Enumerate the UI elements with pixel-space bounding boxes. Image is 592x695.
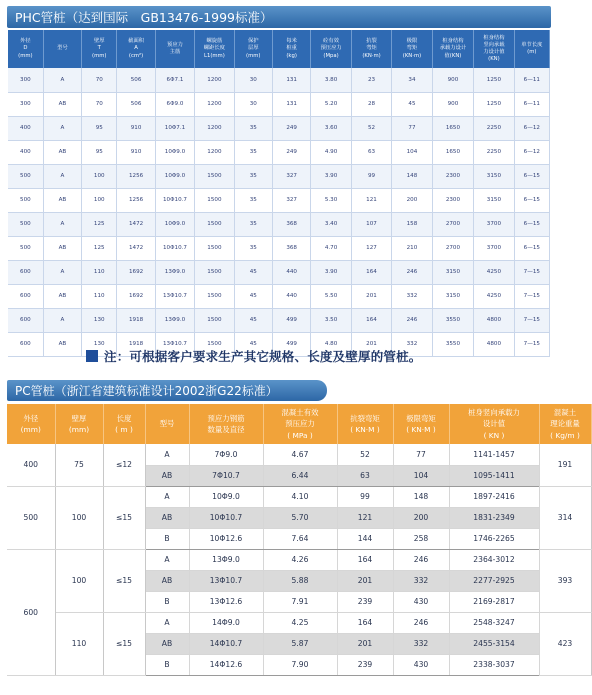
- phc-column-header: 保护 层厚 (mm): [234, 30, 272, 68]
- phc-table-cell: 104: [392, 140, 432, 164]
- pc-table-cell: 1831-2349: [449, 507, 539, 528]
- pc-table-cell: 430: [393, 654, 449, 675]
- phc-table-cell: 13Φ9.0: [155, 260, 194, 284]
- pc-table-cell: AB: [145, 465, 189, 486]
- phc-table-row: [8, 308, 550, 332]
- pc-table-cell: 5.88: [263, 570, 337, 591]
- pc-table-cell: A: [145, 612, 189, 633]
- pc-wall-cell: 100: [55, 486, 103, 549]
- phc-table-cell: AB: [43, 332, 81, 356]
- phc-table-cell: 107: [351, 212, 391, 236]
- phc-table-cell: 300: [8, 92, 43, 116]
- pc-table-cell: 332: [393, 633, 449, 654]
- phc-table-cell: 30: [234, 92, 272, 116]
- phc-table-cell: 131: [272, 92, 310, 116]
- phc-table-cell: 506: [117, 92, 155, 116]
- phc-table-cell: 6—15: [514, 164, 549, 188]
- phc-table-cell: 4.80: [311, 332, 351, 356]
- pc-table-cell: B: [145, 591, 189, 612]
- pc-table-cell: 7Φ9.0: [189, 444, 263, 465]
- phc-table-cell: 3.80: [311, 68, 351, 92]
- phc-table-row: [8, 68, 550, 92]
- pc-table-cell: 144: [337, 528, 393, 549]
- phc-table-cell: 95: [82, 140, 117, 164]
- pc-table-cell: 246: [393, 549, 449, 570]
- phc-table-cell: 5.50: [311, 284, 351, 308]
- phc-table-cell: 500: [8, 236, 43, 260]
- phc-table-row: [8, 116, 550, 140]
- pc-table-cell: 13Φ12.6: [189, 591, 263, 612]
- phc-title-text: PHC管桩（达到国际 GB13476-1999标准）: [15, 10, 273, 25]
- pc-table-cell: 104: [393, 465, 449, 486]
- pc-table-cell: 14Φ12.6: [189, 654, 263, 675]
- phc-table-cell: 1918: [117, 308, 155, 332]
- phc-table-cell: 400: [8, 116, 43, 140]
- phc-table-cell: 70: [82, 92, 117, 116]
- phc-table-cell: 600: [8, 260, 43, 284]
- pc-column-header: 长度 ( m ): [103, 404, 145, 444]
- pc-table-row: [7, 444, 591, 465]
- pc-table-cell: 13Φ10.7: [189, 570, 263, 591]
- pc-table-cell: 2364-3012: [449, 549, 539, 570]
- phc-table-cell: 6—11: [514, 92, 549, 116]
- pc-diameter-cell: 500: [7, 486, 55, 549]
- pc-column-header: 抗裂弯矩 ( KN·M ): [337, 404, 393, 444]
- phc-table-row: [8, 236, 550, 260]
- pc-weight-cell: 423: [539, 612, 591, 675]
- phc-table-cell: 10Φ10.7: [155, 188, 194, 212]
- phc-table-cell: 3150: [432, 260, 473, 284]
- pc-table-cell: 148: [393, 486, 449, 507]
- phc-table-cell: 1500: [195, 332, 234, 356]
- phc-table-cell: 910: [117, 116, 155, 140]
- pc-table-cell: B: [145, 654, 189, 675]
- phc-table-cell: 127: [351, 236, 391, 260]
- phc-table-cell: 52: [351, 116, 391, 140]
- phc-table-cell: 910: [117, 140, 155, 164]
- phc-table-cell: 45: [234, 284, 272, 308]
- phc-column-header: 单节长度 (m): [514, 30, 549, 68]
- pc-column-header: 型号: [145, 404, 189, 444]
- pc-column-header: 混凝土有效 预压应力 ( MPa ): [263, 404, 337, 444]
- phc-table-cell: 6—15: [514, 212, 549, 236]
- phc-table-cell: 10Φ9.0: [155, 164, 194, 188]
- phc-table-cell: AB: [43, 284, 81, 308]
- phc-table-cell: 2250: [474, 116, 514, 140]
- phc-table-cell: 6—15: [514, 236, 549, 260]
- phc-table-cell: 35: [234, 236, 272, 260]
- phc-table-cell: 3.40: [311, 212, 351, 236]
- pc-table-cell: 13Φ9.0: [189, 549, 263, 570]
- pc-table-cell: 6.44: [263, 465, 337, 486]
- phc-table-cell: 3.60: [311, 116, 351, 140]
- phc-table-cell: 28: [351, 92, 391, 116]
- phc-table-cell: 1256: [117, 188, 155, 212]
- pc-table-cell: 7.90: [263, 654, 337, 675]
- pc-table-cell: 14Φ9.0: [189, 612, 263, 633]
- phc-table-cell: 3150: [432, 284, 473, 308]
- phc-column-header: 外径 D (mm): [8, 30, 43, 68]
- phc-table-cell: 2300: [432, 164, 473, 188]
- phc-table-cell: 10Φ9.0: [155, 212, 194, 236]
- phc-table-cell: 6—11: [514, 68, 549, 92]
- phc-table-cell: 332: [392, 284, 432, 308]
- pc-table-cell: 2548-3247: [449, 612, 539, 633]
- phc-table-cell: 5.20: [311, 92, 351, 116]
- phc-table-cell: 3550: [432, 332, 473, 356]
- pc-column-header: 外径 (mm): [7, 404, 55, 444]
- phc-table-cell: 506: [117, 68, 155, 92]
- phc-table-cell: 6—12: [514, 116, 549, 140]
- phc-column-header: 桩身结构 竖向承载 力设计值 (KN): [474, 30, 514, 68]
- phc-table-cell: 10Φ9.0: [155, 140, 194, 164]
- phc-table-cell: 6—15: [514, 188, 549, 212]
- phc-table-cell: 4250: [474, 284, 514, 308]
- phc-table-cell: 1250: [474, 68, 514, 92]
- phc-table-row: [8, 260, 550, 284]
- phc-table-cell: 45: [234, 332, 272, 356]
- pc-table-cell: 7.91: [263, 591, 337, 612]
- pc-table-cell: 121: [337, 507, 393, 528]
- phc-table-cell: 900: [432, 92, 473, 116]
- phc-column-header: 螺旋筋 螺距长度 L1(mm): [195, 30, 234, 68]
- phc-table-cell: 1256: [117, 164, 155, 188]
- phc-table-cell: 1650: [432, 140, 473, 164]
- note-text: 注：可根据客户要求生产其它规格、长度及壁厚的管桩。: [104, 349, 422, 364]
- pc-table-cell: AB: [145, 507, 189, 528]
- pc-table-cell: B: [145, 528, 189, 549]
- pc-table-cell: AB: [145, 633, 189, 654]
- pc-table-cell: 1095-1411: [449, 465, 539, 486]
- phc-table-cell: 2700: [432, 212, 473, 236]
- phc-table-row: [8, 164, 550, 188]
- pc-table-cell: 2455-3154: [449, 633, 539, 654]
- phc-column-header: 预应力 主筋: [155, 30, 194, 68]
- phc-table-cell: 5.30: [311, 188, 351, 212]
- phc-table-cell: 1200: [195, 68, 234, 92]
- phc-table-cell: 4.90: [311, 140, 351, 164]
- phc-table-cell: 368: [272, 212, 310, 236]
- phc-table-cell: AB: [43, 236, 81, 260]
- phc-table-cell: A: [43, 164, 81, 188]
- pc-table-cell: 10Φ9.0: [189, 486, 263, 507]
- phc-table-cell: 130: [82, 308, 117, 332]
- custom-spec-note: [86, 347, 422, 365]
- phc-column-header: 抗裂 弯矩 (KN·m): [351, 30, 391, 68]
- phc-table-cell: 1692: [117, 260, 155, 284]
- phc-table-cell: 45: [234, 308, 272, 332]
- phc-table-row: [8, 212, 550, 236]
- pc-weight-cell: 314: [539, 486, 591, 549]
- pc-table-cell: 239: [337, 654, 393, 675]
- phc-table-cell: 200: [392, 188, 432, 212]
- phc-table-cell: 13Φ9.0: [155, 308, 194, 332]
- phc-column-header: 截面积 A (cm²): [117, 30, 155, 68]
- pc-table-cell: A: [145, 444, 189, 465]
- pc-length-cell: ≤15: [103, 486, 145, 549]
- pc-table-cell: 1746-2265: [449, 528, 539, 549]
- phc-table-cell: 7—15: [514, 332, 549, 356]
- phc-table-cell: 500: [8, 164, 43, 188]
- phc-table-cell: 35: [234, 140, 272, 164]
- phc-table-cell: 130: [82, 332, 117, 356]
- phc-table-cell: 3150: [474, 188, 514, 212]
- phc-table-cell: 249: [272, 140, 310, 164]
- phc-table-cell: 6Φ7.1: [155, 68, 194, 92]
- phc-table-cell: 4800: [474, 332, 514, 356]
- pc-table-cell: 5.70: [263, 507, 337, 528]
- pc-table-cell: 258: [393, 528, 449, 549]
- pc-spec-table: [7, 404, 592, 676]
- pc-table-cell: 4.25: [263, 612, 337, 633]
- pc-title-text: PC管桩（浙江省建筑标准设计2002浙G22标准）: [15, 384, 278, 398]
- pc-weight-cell: 191: [539, 444, 591, 486]
- phc-table-cell: 70: [82, 68, 117, 92]
- pc-table-cell: 99: [337, 486, 393, 507]
- phc-table-cell: 1650: [432, 116, 473, 140]
- pc-column-header: 极限弯矩 ( KN·M ): [393, 404, 449, 444]
- phc-table-cell: 499: [272, 308, 310, 332]
- phc-table-cell: 110: [82, 284, 117, 308]
- pc-table-cell: 1897-2416: [449, 486, 539, 507]
- phc-table-cell: 2700: [432, 236, 473, 260]
- pc-table-cell: 430: [393, 591, 449, 612]
- phc-table-cell: 3.90: [311, 260, 351, 284]
- phc-table-cell: 10Φ10.7: [155, 236, 194, 260]
- phc-table-cell: 600: [8, 308, 43, 332]
- phc-table-cell: 201: [351, 332, 391, 356]
- phc-table-cell: A: [43, 68, 81, 92]
- pc-weight-cell: 393: [539, 549, 591, 612]
- phc-table-cell: 1500: [195, 188, 234, 212]
- pc-table-cell: 201: [337, 570, 393, 591]
- pc-table-cell: 10Φ10.7: [189, 507, 263, 528]
- phc-column-header: 极限 弯矩 (KN·m): [392, 30, 432, 68]
- pc-column-header: 桩身竖向承载力 设计值 ( KN ): [449, 404, 539, 444]
- phc-table-cell: A: [43, 260, 81, 284]
- phc-table-cell: 148: [392, 164, 432, 188]
- pc-table-cell: A: [145, 486, 189, 507]
- phc-column-header: 壁厚 T (mm): [82, 30, 117, 68]
- phc-table-cell: 158: [392, 212, 432, 236]
- pc-table-cell: A: [145, 549, 189, 570]
- phc-table-cell: 99: [351, 164, 391, 188]
- phc-table-cell: 6—12: [514, 140, 549, 164]
- pc-table-cell: 246: [393, 612, 449, 633]
- phc-table-cell: 4800: [474, 308, 514, 332]
- phc-table-cell: 440: [272, 284, 310, 308]
- phc-table-cell: 164: [351, 260, 391, 284]
- phc-table-cell: 35: [234, 212, 272, 236]
- phc-table-cell: 600: [8, 332, 43, 356]
- phc-table-cell: 1200: [195, 140, 234, 164]
- note-bullet-icon: [86, 350, 98, 362]
- pc-column-header: 壁厚 (mm): [55, 404, 103, 444]
- pc-wall-cell: 100: [55, 549, 103, 612]
- phc-table-cell: 332: [392, 332, 432, 356]
- phc-table-cell: 327: [272, 188, 310, 212]
- phc-table-cell: 1500: [195, 260, 234, 284]
- phc-column-header: 砼有效 预压应力 (Mpa): [311, 30, 351, 68]
- phc-header-row: [8, 30, 550, 68]
- phc-table-cell: 63: [351, 140, 391, 164]
- phc-table-cell: 246: [392, 308, 432, 332]
- phc-table-cell: 1200: [195, 116, 234, 140]
- phc-table-cell: 210: [392, 236, 432, 260]
- phc-table-row: [8, 92, 550, 116]
- pc-table-row: [7, 486, 591, 507]
- phc-table-row: [8, 140, 550, 164]
- phc-table-cell: 201: [351, 284, 391, 308]
- phc-table-cell: 35: [234, 164, 272, 188]
- phc-table-cell: A: [43, 212, 81, 236]
- phc-spec-table: [8, 30, 550, 357]
- phc-table-cell: 6Φ9.0: [155, 92, 194, 116]
- phc-table-cell: 34: [392, 68, 432, 92]
- phc-table-cell: 7—15: [514, 260, 549, 284]
- phc-table-cell: 249: [272, 116, 310, 140]
- phc-table-cell: 3.90: [311, 164, 351, 188]
- phc-table-cell: 4.70: [311, 236, 351, 260]
- pc-table-cell: 200: [393, 507, 449, 528]
- phc-table-cell: 35: [234, 116, 272, 140]
- pc-section-title: [7, 380, 327, 401]
- pc-table-cell: 332: [393, 570, 449, 591]
- phc-table-cell: 13Φ10.7: [155, 332, 194, 356]
- pc-table-cell: 2338-3037: [449, 654, 539, 675]
- phc-table-cell: 7—15: [514, 308, 549, 332]
- phc-table-cell: 1500: [195, 236, 234, 260]
- phc-section-title: [7, 6, 551, 28]
- pc-table-cell: 2277-2925: [449, 570, 539, 591]
- pc-table-row: [7, 612, 591, 633]
- pc-diameter-cell: 600: [7, 549, 55, 675]
- phc-table-cell: 10Φ7.1: [155, 116, 194, 140]
- phc-table-cell: 110: [82, 260, 117, 284]
- pc-diameter-cell: 400: [7, 444, 55, 486]
- pc-header-row: [7, 404, 591, 444]
- pc-table-cell: 4.67: [263, 444, 337, 465]
- pc-table-cell: 52: [337, 444, 393, 465]
- pc-table-cell: 77: [393, 444, 449, 465]
- phc-table-cell: AB: [43, 140, 81, 164]
- pc-wall-cell: 75: [55, 444, 103, 486]
- phc-table-cell: 500: [8, 188, 43, 212]
- phc-table-cell: 500: [8, 212, 43, 236]
- phc-table-cell: 300: [8, 68, 43, 92]
- pc-table-row: [7, 549, 591, 570]
- pc-length-cell: ≤15: [103, 612, 145, 675]
- phc-table-cell: 3700: [474, 212, 514, 236]
- pc-table-cell: 1141-1457: [449, 444, 539, 465]
- phc-table-cell: 400: [8, 140, 43, 164]
- phc-table-cell: 3550: [432, 308, 473, 332]
- phc-table-cell: 100: [82, 164, 117, 188]
- phc-table-cell: 121: [351, 188, 391, 212]
- phc-table-cell: 900: [432, 68, 473, 92]
- phc-table-cell: 1200: [195, 92, 234, 116]
- phc-column-header: 型号: [43, 30, 81, 68]
- phc-table-cell: 1500: [195, 212, 234, 236]
- phc-table-cell: 35: [234, 188, 272, 212]
- pc-column-header: 混凝土 理论重量 ( Kg/m ): [539, 404, 591, 444]
- pc-column-header: 预应力钢筋 数量及直径: [189, 404, 263, 444]
- phc-table-cell: 4250: [474, 260, 514, 284]
- pc-wall-cell: 110: [55, 612, 103, 675]
- phc-table-cell: 30: [234, 68, 272, 92]
- pc-table-cell: 5.87: [263, 633, 337, 654]
- pc-table-cell: 63: [337, 465, 393, 486]
- pc-table-cell: 2169-2817: [449, 591, 539, 612]
- phc-table-cell: A: [43, 308, 81, 332]
- phc-table-cell: 3700: [474, 236, 514, 260]
- pc-table-cell: 239: [337, 591, 393, 612]
- phc-table-cell: 440: [272, 260, 310, 284]
- pc-table-cell: 164: [337, 549, 393, 570]
- phc-table-cell: 23: [351, 68, 391, 92]
- phc-table-cell: A: [43, 116, 81, 140]
- pc-table-cell: 7Φ10.7: [189, 465, 263, 486]
- pc-table-cell: AB: [145, 570, 189, 591]
- phc-table-cell: 125: [82, 236, 117, 260]
- pc-table-cell: 164: [337, 612, 393, 633]
- phc-table-cell: 246: [392, 260, 432, 284]
- phc-table-cell: AB: [43, 92, 81, 116]
- pc-table-cell: 7.64: [263, 528, 337, 549]
- phc-table-cell: 1500: [195, 284, 234, 308]
- phc-table-row: [8, 188, 550, 212]
- pc-length-cell: ≤12: [103, 444, 145, 486]
- phc-table-cell: 131: [272, 68, 310, 92]
- phc-table-cell: 2250: [474, 140, 514, 164]
- pc-table-cell: 4.10: [263, 486, 337, 507]
- phc-table-cell: 1500: [195, 164, 234, 188]
- phc-table-cell: 3.50: [311, 308, 351, 332]
- phc-column-header: 桩身结构 承载力设计 值(KN): [432, 30, 473, 68]
- phc-table-cell: 1472: [117, 212, 155, 236]
- phc-table-cell: 45: [234, 260, 272, 284]
- pc-table-cell: 10Φ12.6: [189, 528, 263, 549]
- phc-table-cell: 368: [272, 236, 310, 260]
- phc-table-cell: AB: [43, 188, 81, 212]
- phc-table-cell: 164: [351, 308, 391, 332]
- phc-table-cell: 45: [392, 92, 432, 116]
- phc-table-cell: 1692: [117, 284, 155, 308]
- phc-table-cell: 95: [82, 116, 117, 140]
- pc-table-cell: 4.26: [263, 549, 337, 570]
- phc-table-cell: 499: [272, 332, 310, 356]
- phc-table-cell: 100: [82, 188, 117, 212]
- phc-table-cell: 1250: [474, 92, 514, 116]
- phc-table-cell: 327: [272, 164, 310, 188]
- phc-table-cell: 3150: [474, 164, 514, 188]
- phc-table-cell: 2300: [432, 188, 473, 212]
- phc-table-cell: 1500: [195, 308, 234, 332]
- phc-table-cell: 13Φ10.7: [155, 284, 194, 308]
- phc-table-cell: 7—15: [514, 284, 549, 308]
- phc-table-cell: 77: [392, 116, 432, 140]
- phc-table-row: [8, 284, 550, 308]
- pc-table-cell: 201: [337, 633, 393, 654]
- phc-table-cell: 1918: [117, 332, 155, 356]
- pc-table-cell: 14Φ10.7: [189, 633, 263, 654]
- phc-table-cell: 600: [8, 284, 43, 308]
- phc-table-cell: 1472: [117, 236, 155, 260]
- phc-table-cell: 125: [82, 212, 117, 236]
- phc-column-header: 每米 桩重 (kg): [272, 30, 310, 68]
- pc-length-cell: ≤15: [103, 549, 145, 612]
